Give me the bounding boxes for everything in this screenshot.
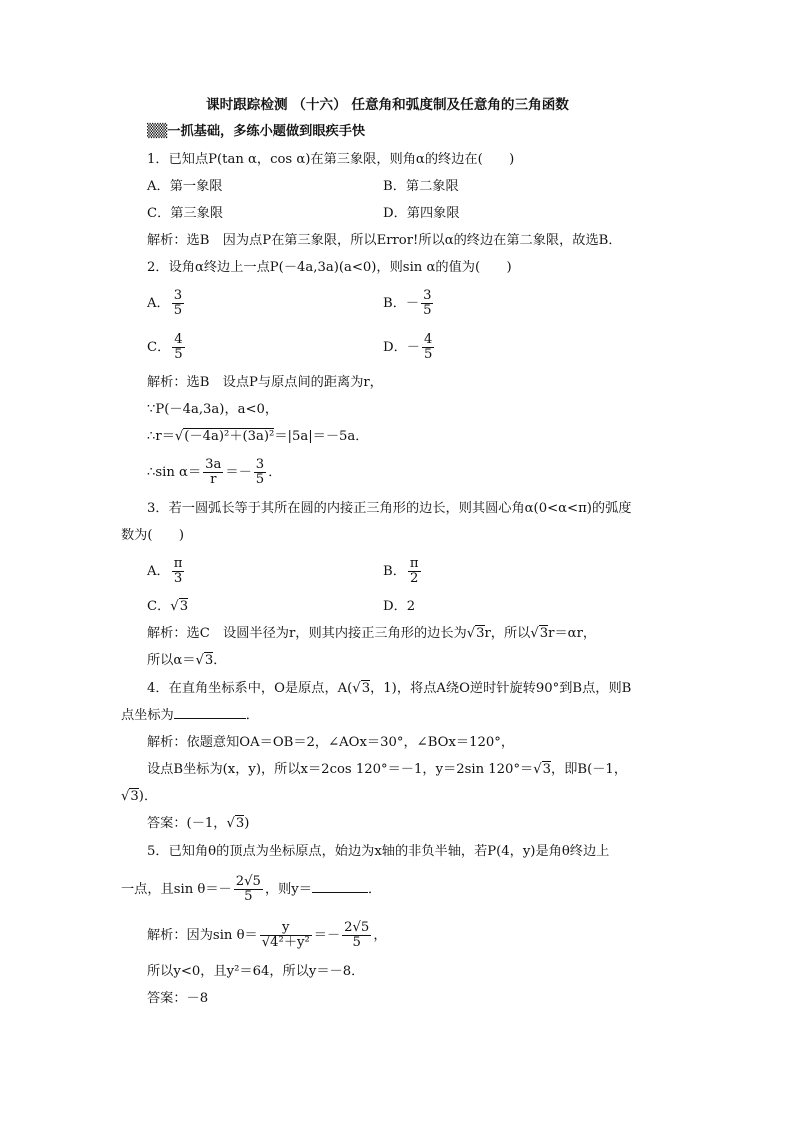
q4-stem1-part-b: ，1)，将点A绕O逆时针旋转90°到B点，则B bbox=[370, 681, 632, 696]
q3-option-c-label: C．√ bbox=[147, 599, 179, 614]
q5-sol1-fraction-1 bbox=[260, 921, 312, 950]
q4-stem2-end: ． bbox=[245, 708, 259, 723]
q3-option-a-label: A． bbox=[147, 564, 170, 579]
q2-solution-line-1: 解析：选B 设点P与原点间的距离为r， bbox=[147, 375, 383, 390]
q2-sol4-prefix: ∴sin α＝ bbox=[147, 465, 202, 480]
q5-sol1-part-b: ， bbox=[373, 928, 387, 943]
q5-solution-line-2: 所以y<0，且y²＝64，所以y＝－8． bbox=[147, 964, 365, 979]
q4-sol2-part-b: ，即B(－1， bbox=[551, 762, 628, 777]
q2-option-d-numerator: 4 bbox=[423, 332, 433, 347]
q1-option-c: C．第三象限 bbox=[147, 206, 224, 221]
q4-sol3-part-a: √ bbox=[121, 789, 130, 804]
q4-answer-part-a: 答案：(－1，√ bbox=[147, 816, 235, 831]
q2-sol4-middle: ＝－ bbox=[225, 465, 252, 480]
q5-stem2-part-a: 一点，且sin θ＝－ bbox=[121, 882, 232, 897]
q2-option-a-denominator: 5 bbox=[173, 303, 183, 318]
q5-stem-line-2 bbox=[121, 872, 381, 908]
q2-sol4-fraction-2 bbox=[254, 458, 266, 487]
q2-solution-line-4 bbox=[147, 456, 281, 490]
q1-option-d: D．第四象限 bbox=[383, 206, 460, 221]
q3-sol1-part-b: r，所以√ bbox=[484, 626, 539, 641]
q5-stem2-end: ． bbox=[367, 882, 382, 897]
q3-sol1-radicand-1: 3 bbox=[476, 626, 485, 641]
q2-sol4-f1-denominator: r bbox=[210, 472, 217, 487]
q5-sol1-f2-denominator: 5 bbox=[352, 935, 361, 950]
q2-option-b-label: B．－ bbox=[383, 296, 420, 311]
q3-sol1-radicand-2: 3 bbox=[539, 626, 549, 641]
q3-sol2-part-b: ． bbox=[213, 653, 227, 668]
q4-stem1-radicand: 3 bbox=[361, 681, 371, 696]
q5-stem2-fraction bbox=[234, 875, 263, 904]
q3-solution-line-1 bbox=[147, 624, 596, 644]
q3-stem-line-1: 3．若一圆弧长等于其所在圆的内接正三角形的边长，则其圆心角α(0<α<π)的弧度 bbox=[147, 501, 632, 516]
q3-option-b-label: B． bbox=[383, 564, 406, 579]
q2-option-a-numerator: 3 bbox=[173, 288, 183, 303]
q2-sol3-radicand: (－4a)²＋(3a)² bbox=[184, 429, 275, 444]
q2-option-b-numerator: 3 bbox=[423, 288, 432, 303]
q4-answer-radicand: 3 bbox=[235, 816, 245, 831]
q2-sol4-f2-numerator: 3 bbox=[255, 457, 265, 472]
q2-option-a-fraction bbox=[172, 289, 184, 318]
q2-option-c-fraction bbox=[172, 333, 184, 362]
q4-solution-line-3 bbox=[121, 787, 157, 807]
q2-stem: 2．设角α终边上一点P(－4a,3a)(a<0)，则sin α的值为( ) bbox=[147, 260, 512, 275]
q2-sol4-f1-numerator: 3a bbox=[205, 457, 222, 472]
q5-stem2-denominator: 5 bbox=[244, 889, 253, 904]
q4-answer-blank bbox=[174, 706, 246, 719]
q5-sol1-middle: ＝－ bbox=[313, 928, 341, 943]
q2-option-d-fraction bbox=[422, 333, 434, 362]
q2-option-d-denominator: 5 bbox=[423, 347, 433, 362]
q2-solution-line-2: ∵P(－4a,3a)，a<0， bbox=[147, 402, 279, 417]
q2-sol4-suffix: ． bbox=[268, 465, 282, 480]
q2-option-c bbox=[147, 331, 187, 365]
q3-option-a-fraction bbox=[172, 557, 185, 586]
q3-option-a-numerator: π bbox=[173, 556, 183, 571]
q5-answer: 答案：－8 bbox=[147, 991, 209, 1006]
q4-sol3-radicand: 3 bbox=[130, 789, 139, 804]
q3-sol2-part-a: 所以α＝√ bbox=[147, 653, 204, 668]
q2-option-a bbox=[147, 287, 186, 321]
q5-stem2-numerator: 2√5 bbox=[235, 874, 261, 889]
q2-option-b-denominator: 5 bbox=[423, 303, 432, 318]
q4-sol2-part-a: 设点B坐标为(x，y)，所以x＝2cos 120°＝－1，y＝2sin 120°＝√ bbox=[147, 762, 542, 777]
q2-sol3-prefix: ∴r＝√ bbox=[147, 429, 184, 444]
q3-option-c-radicand: 3 bbox=[179, 599, 189, 614]
q3-solution-line-2 bbox=[147, 651, 226, 671]
q4-solution-line-2 bbox=[147, 760, 627, 780]
q5-sol1-part-a: 解析：因为sin θ＝ bbox=[147, 928, 258, 943]
q4-solution-line-1: 解析：依题意知OA＝OB＝2，∠AOx＝30°，∠BOx＝120°， bbox=[147, 735, 515, 750]
q4-answer-part-b: ) bbox=[244, 816, 250, 831]
q2-solution-line-3 bbox=[147, 427, 369, 447]
q1-solution: 解析：选B 因为点P在第三象限，所以Error!所以α的终边在第二象限，故选B． bbox=[147, 233, 622, 248]
q4-sol3-part-b: )． bbox=[138, 789, 158, 804]
q1-option-b: B．第二象限 bbox=[383, 179, 459, 194]
q2-option-d-label: D．－ bbox=[383, 340, 420, 355]
q4-sol2-radicand: 3 bbox=[542, 762, 552, 777]
q3-option-a-denominator: 3 bbox=[173, 571, 183, 586]
q2-option-a-label: A． bbox=[147, 296, 170, 311]
q3-option-b-numerator: π bbox=[409, 556, 419, 571]
q3-sol1-part-c: r＝αr， bbox=[548, 626, 597, 641]
q1-option-a: A．第一象限 bbox=[147, 179, 223, 194]
q2-option-d bbox=[383, 331, 436, 365]
section-heading: ▒▒一抓基础，多练小题做到眼疾手快 bbox=[147, 124, 366, 139]
q3-option-d: D．2 bbox=[383, 599, 416, 614]
q4-stem2-text: 点坐标为 bbox=[121, 708, 174, 723]
q4-stem1-part-a: 4．在直角坐标系中，O是原点，A(√ bbox=[147, 681, 361, 696]
q3-sol1-part-a: 解析：选C 设圆半径为r，则其内接正三角形的边长为√ bbox=[147, 626, 476, 641]
q3-option-b-fraction bbox=[408, 557, 421, 586]
q3-stem-line-2: 数为( ) bbox=[121, 528, 185, 543]
q2-option-c-denominator: 5 bbox=[174, 347, 183, 362]
q4-stem-line-1 bbox=[147, 679, 631, 699]
q2-option-b-fraction bbox=[421, 289, 433, 318]
q3-option-c bbox=[147, 597, 188, 617]
q5-sol1-f2-numerator: 2√5 bbox=[344, 920, 370, 935]
q5-sol1-f1-denominator: √4²＋y² bbox=[261, 935, 310, 950]
q2-sol4-f2-denominator: 5 bbox=[255, 472, 265, 487]
q3-option-a bbox=[147, 555, 186, 589]
q2-sol4-fraction-1 bbox=[203, 458, 223, 487]
q5-sol1-fraction-2 bbox=[342, 921, 371, 950]
q2-option-c-numerator: 4 bbox=[174, 332, 183, 347]
q2-sol3-suffix: ＝|5a|＝－5a． bbox=[274, 429, 369, 444]
q5-stem2-part-b: ，则y＝ bbox=[264, 882, 312, 897]
q5-sol1-f1-numerator: y bbox=[260, 921, 312, 936]
q3-sol2-radicand: 3 bbox=[204, 653, 214, 668]
page-title: 课时跟踪检测 （十六） 任意角和弧度制及任意角的三角函数 bbox=[206, 97, 569, 113]
q5-answer-blank bbox=[312, 880, 368, 893]
q5-solution-line-1 bbox=[147, 918, 387, 954]
q1-stem: 1．已知点P(tan α，cos α)在第三象限，则角α的终边在( ) bbox=[147, 152, 515, 167]
q5-stem-line-1: 5．已知角θ的顶点为坐标原点，始边为x轴的非负半轴，若P(4，y)是角θ终边上 bbox=[147, 844, 610, 859]
q4-answer bbox=[147, 814, 249, 834]
q2-option-c-label: C． bbox=[147, 340, 171, 355]
q3-option-b-denominator: 2 bbox=[410, 571, 419, 586]
q3-option-b bbox=[383, 555, 423, 589]
q2-option-b bbox=[383, 287, 435, 321]
q4-stem-line-2 bbox=[121, 706, 259, 726]
